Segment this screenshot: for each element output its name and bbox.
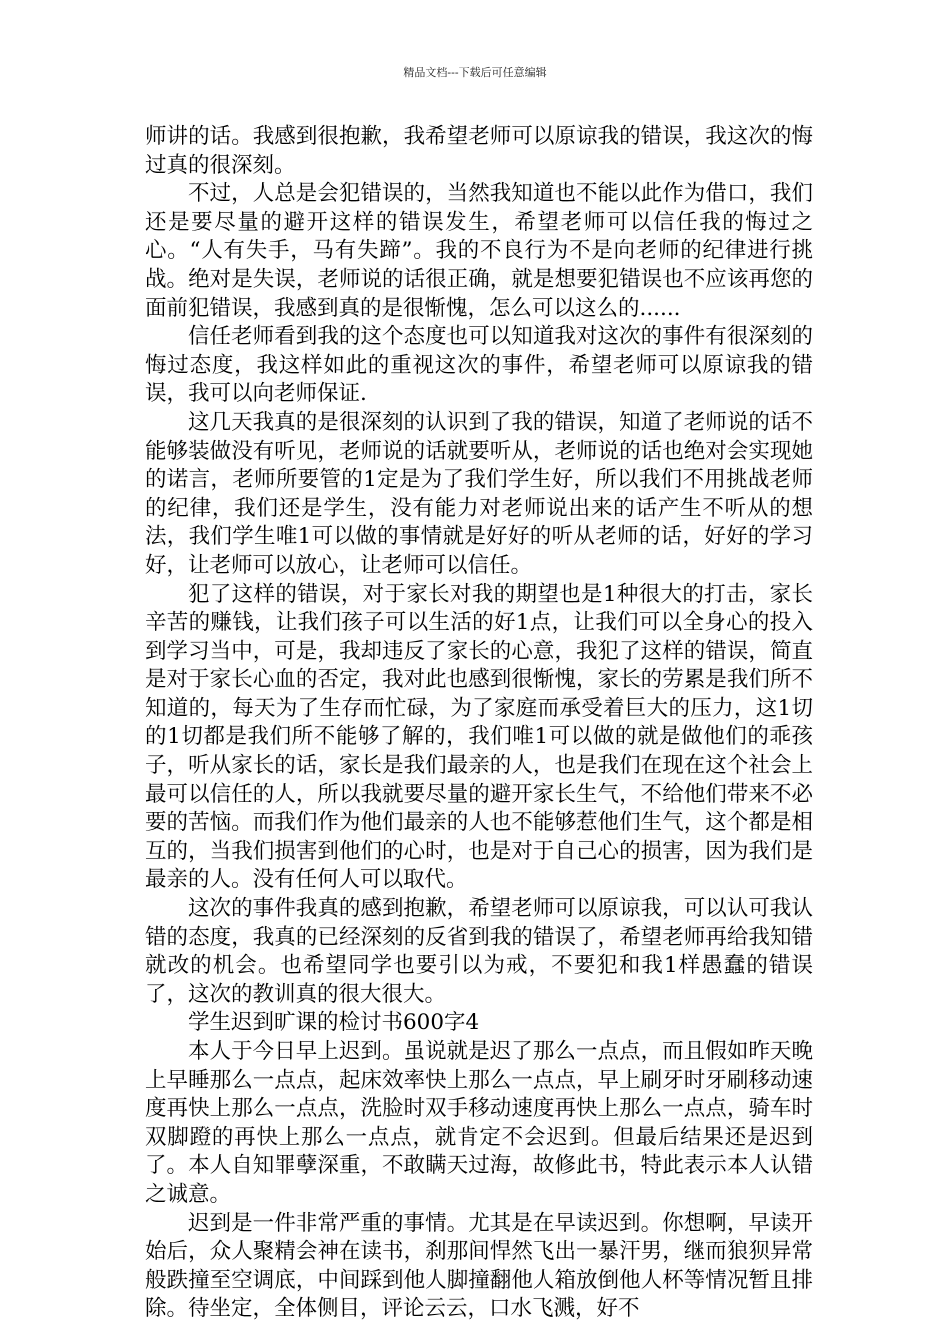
paragraph: 本人于今日早上迟到。虽说就是迟了那么一点点，而且假如昨天晚上早睡那么一点点，起床效率快上那么一点点，早上刷牙时牙刷移动速度再快上那么一点点，洗脸时双手移动速度再快上那么一点点，骑车时双脚蹬的再快上那么一点点，就肯定不会迟到。但最后结果还是迟到了。本人自知罪孽深重，不敢瞒天过海，故修此书，特此表示本人认错之诚意。 <box>145 1039 813 1207</box>
paragraph: 犯了这样的错误，对于家长对我的期望也是1种很大的打击，家长辛苦的赚钱，让我们孩子可以生活的好1点，让我们可以全身心的投入到学习当中，可是，我却违反了家长的心意，我犯了这样的错误，简直是对于家长心血的否定，我对此也感到很惭愧，家长的劳累是我们所不知道的，每天为了生存而忙碌，为了家庭而承受着巨大的压力，这1切的1切都是我们所不能够了解的，我们唯1可以做的就是做他们的乖孩子，听从家长的话，家长是我们最亲的人，也是我们在现在这个社会上最可以信任的人，所以我就要尽量的避开家长生气，不给他们带来不必要的苦恼。而我们作为他们最亲的人也不能够惹他们生气，这个都是相互的，当我们损害到他们的心时，也是对于自己心的损害，因为我们是最亲的人。没有任何人可以取代。 <box>145 581 813 893</box>
paragraph: 信任老师看到我的这个态度也可以知道我对这次的事件有很深刻的悔过态度，我这样如此的重视这次的事件，希望老师可以原谅我的错误，我可以向老师保证. <box>145 324 813 407</box>
document-body <box>145 123 813 1324</box>
paragraph: 不过，人总是会犯错误的，当然我知道也不能以此作为借口，我们还是要尽量的避开这样的错误发生，希望老师可以信任我的悔过之心。“人有失手，马有失蹄”。我的不良行为不是向老师的纪律进行挑战。绝对是失误，老师说的话很正确，就是想要犯错误也不应该再您的面前犯错误，我感到真的是很惭愧，怎么可以这么的...... <box>145 181 813 321</box>
section-title: 学生迟到旷课的检讨书600字4 <box>188 1010 480 1036</box>
paragraph: 迟到是一件非常严重的事情。尤其是在早读迟到。你想啊，早读开始后，众人聚精会神在读书，刹那间悍然飞出一暴汗男，继而狼狈异常般跌撞至空调底，中间踩到他人脚撞翻他人箱放倒他人杯等情况暂且排除。待坐定，全体侧目，评论云云，口水飞溅，好不 <box>145 1210 813 1322</box>
paragraph: 这几天我真的是很深刻的认识到了我的错误，知道了老师说的话不能够装做没有听见，老师说的话就要听从，老师说的话也绝对会实现她的诺言，老师所要管的1定是为了我们学生好，所以我们不用挑战老师的纪律，我们还是学生，没有能力对老师说出来的话产生不听从的想法，我们学生唯1可以做的事情就是好好的听从老师的话，好好的学习好，让老师可以放心，让老师可以信任。 <box>145 409 813 578</box>
paragraph: 这次的事件我真的感到抱歉，希望老师可以原谅我，可以认可我认错的态度，我真的已经深刻的反省到我的错误了，希望老师再给我知错就改的机会。也希望同学也要引以为戒，不要犯和我1样愚蠢的错误了，这次的教训真的很大很大。 <box>145 896 813 1007</box>
paragraph-continued: 师讲的话。我感到很抱歉，我希望老师可以原谅我的错误，我这次的悔过真的很深刻。 <box>145 124 813 178</box>
page-header: 精品文档---下载后可任意编辑 <box>403 66 547 79</box>
